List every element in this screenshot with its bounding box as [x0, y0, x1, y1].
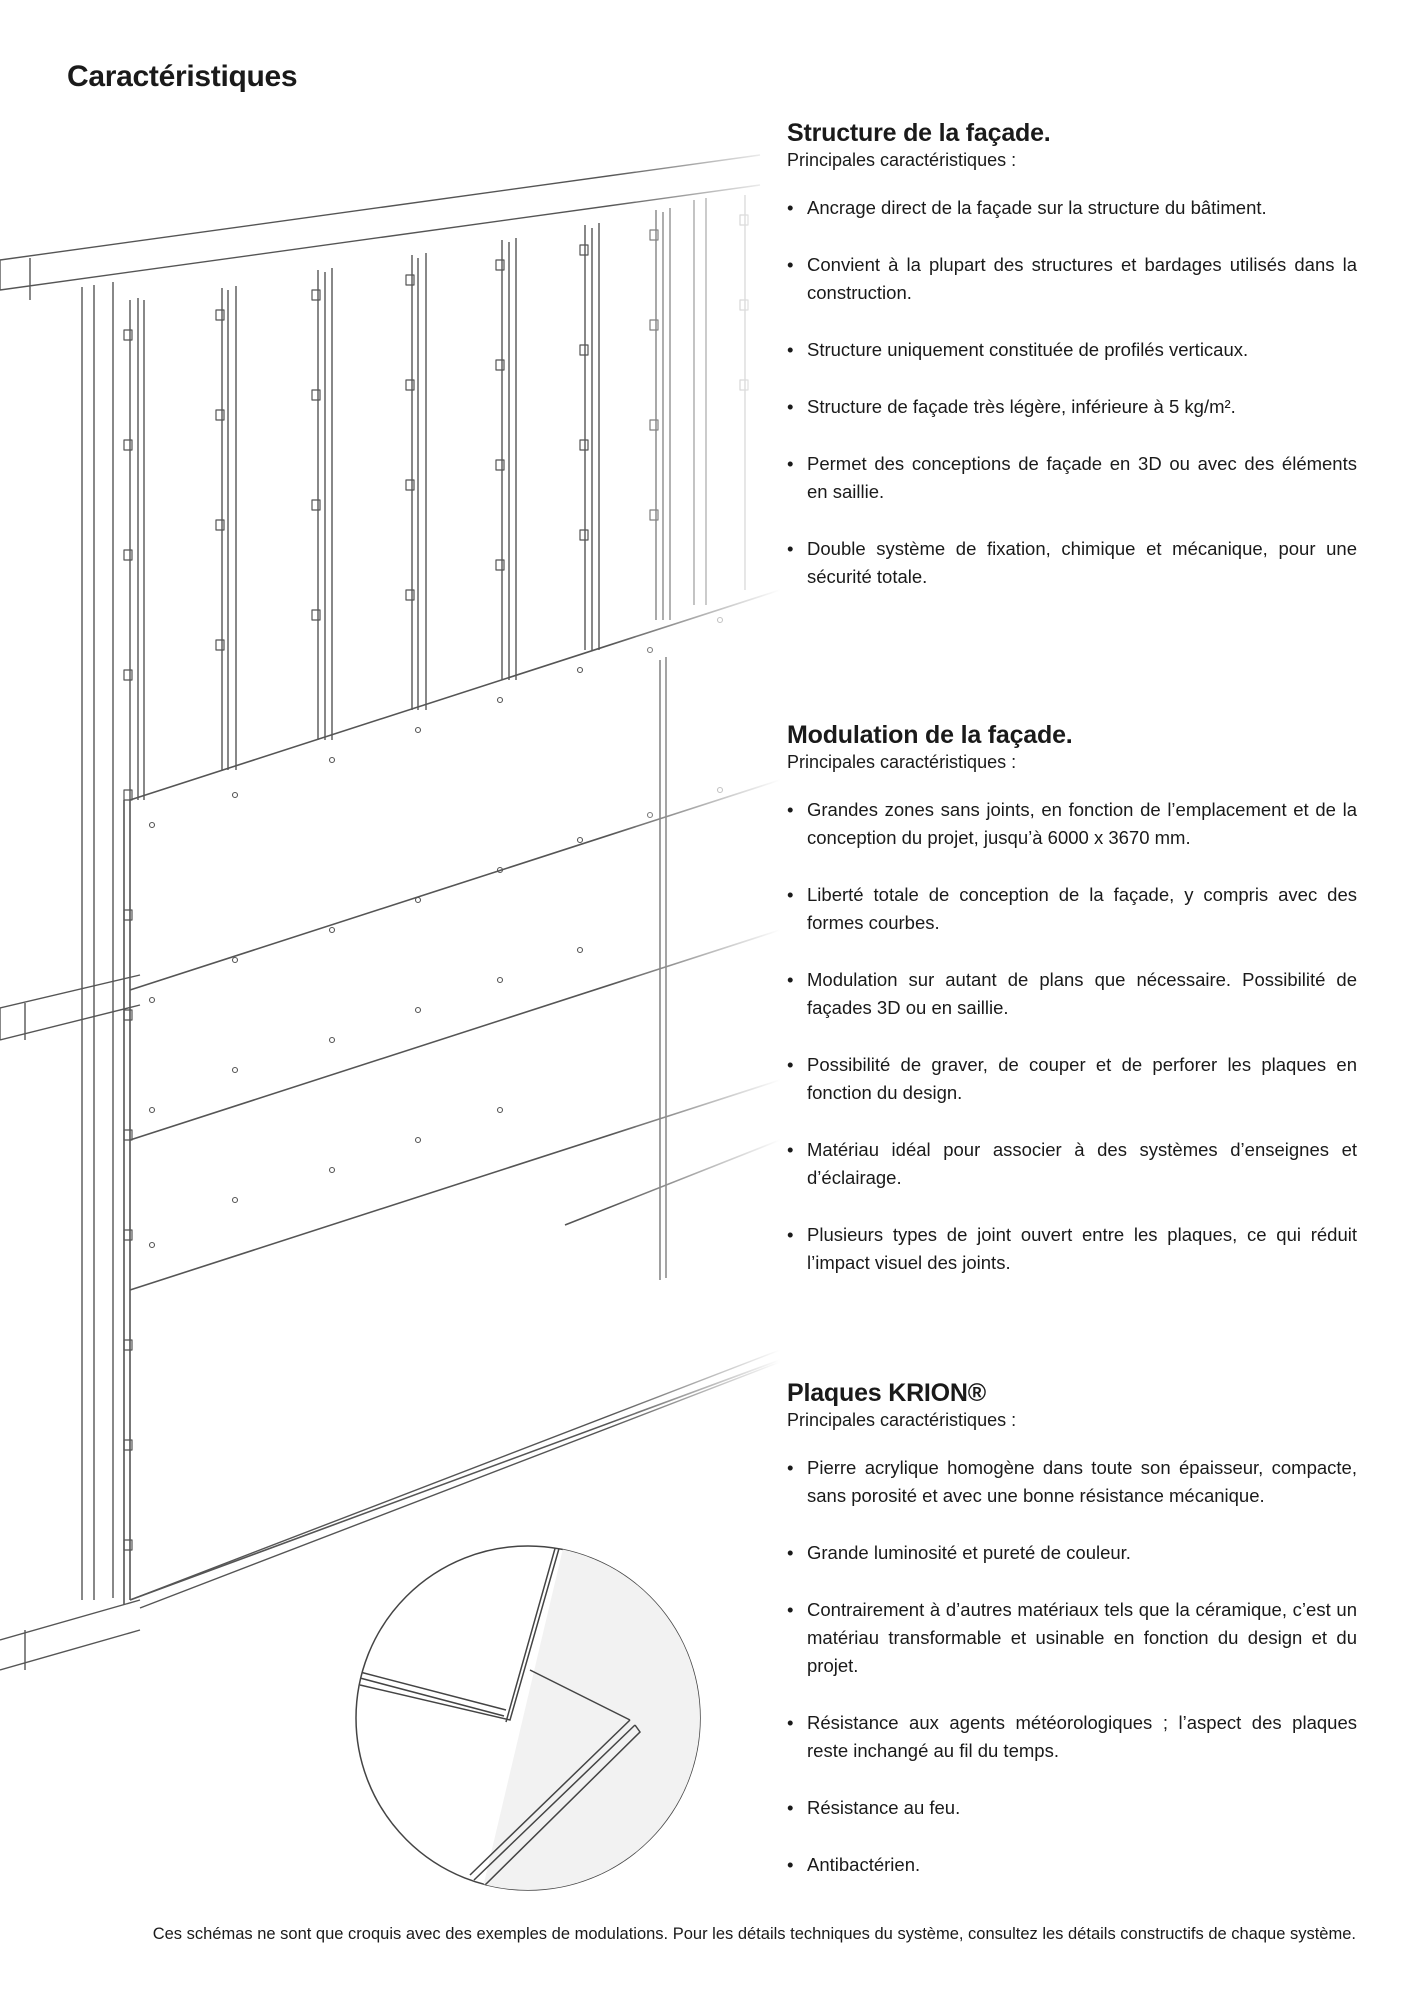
list-item: • Résistance au feu. — [787, 1794, 1357, 1822]
section-title: Plaques KRION® — [787, 1379, 986, 1407]
list-item: • Grandes zones sans joints, en fonction de l’emplacement et de la conception du projet, jusqu’à 6000 x 3670 mm. — [787, 796, 1357, 852]
list-item: • Contrairement à d’autres matériaux tels que la céramique, c’est un matériau transformable et usinable en fonction du design et du projet. — [787, 1596, 1357, 1680]
list-item: • Ancrage direct de la façade sur la structure du bâtiment. — [787, 194, 1357, 222]
bullet: • — [787, 1797, 794, 1818]
list-item: • Grande luminosité et pureté de couleur. — [787, 1539, 1357, 1567]
list-item: • Possibilité de graver, de couper et de perforer les plaques en fonction du design. — [787, 1051, 1357, 1107]
feature-list — [787, 194, 1357, 591]
bullet: • — [787, 884, 794, 905]
section-subtitle: Principales caractéristiques : — [787, 1410, 1017, 1430]
section-krion-plates — [787, 1378, 1357, 1908]
list-item: • Convient à la plupart des structures et bardages utilisés dans la construction. — [787, 251, 1357, 307]
list-item: • Matériau idéal pour associer à des systèmes d’enseignes et d’éclairage. — [787, 1136, 1357, 1192]
bullet: • — [787, 538, 794, 559]
bullet: • — [787, 1599, 794, 1620]
section-title: Modulation de la façade. — [787, 721, 1073, 749]
bullet: • — [787, 1542, 794, 1563]
footer-note: Ces schémas ne sont que croquis avec des exemples de modulations. Pour les détails techniques du système, consultez les détails constructifs de chaque système. — [152, 1925, 1356, 1943]
list-item: • Modulation sur autant de plans que nécessaire. Possibilité de façades 3D ou en saillie. — [787, 966, 1357, 1022]
page-title: Caractéristiques — [67, 60, 298, 93]
list-item: • Double système de fixation, chimique et mécanique, pour une sécurité totale. — [787, 535, 1357, 591]
bullet: • — [787, 1712, 794, 1733]
bullet: • — [787, 1457, 794, 1478]
bullet: • — [787, 254, 794, 275]
list-item: • Résistance aux agents météorologiques ; l’aspect des plaques reste inchangé au fil du temps. — [787, 1709, 1357, 1765]
list-item: • Liberté totale de conception de la façade, y compris avec des formes courbes. — [787, 881, 1357, 937]
feature-list — [787, 796, 1357, 1277]
bullet: • — [787, 396, 794, 417]
section-modulation — [787, 720, 1357, 1306]
bullet: • — [787, 799, 794, 820]
section-subtitle: Principales caractéristiques : — [787, 150, 1017, 170]
list-item: • Plusieurs types de joint ouvert entre les plaques, ce qui réduit l’impact visuel des joints. — [787, 1221, 1357, 1277]
bullet: • — [787, 1854, 794, 1875]
list-item: • Permet des conceptions de façade en 3D ou avec des éléments en saillie. — [787, 450, 1357, 506]
bullet: • — [787, 339, 794, 360]
section-title: Structure de la façade. — [787, 119, 1051, 147]
section-structure — [787, 118, 1357, 620]
list-item: • Structure de façade très légère, inférieure à 5 kg/m². — [787, 393, 1357, 421]
bullet: • — [787, 453, 794, 474]
list-item: • Antibactérien. — [787, 1851, 1357, 1879]
list-item: • Pierre acrylique homogène dans toute son épaisseur, compacte, sans porosité et avec une bonne résistance mécanique. — [787, 1454, 1357, 1510]
list-item: • Structure uniquement constituée de profilés verticaux. — [787, 336, 1357, 364]
section-subtitle: Principales caractéristiques : — [787, 752, 1017, 772]
bullet: • — [787, 1139, 794, 1160]
bullet: • — [787, 197, 794, 218]
bullet: • — [787, 969, 794, 990]
bullet: • — [787, 1224, 794, 1245]
bullet: • — [787, 1054, 794, 1075]
facade-structure-illustration — [0, 120, 780, 1900]
feature-list — [787, 1454, 1357, 1879]
